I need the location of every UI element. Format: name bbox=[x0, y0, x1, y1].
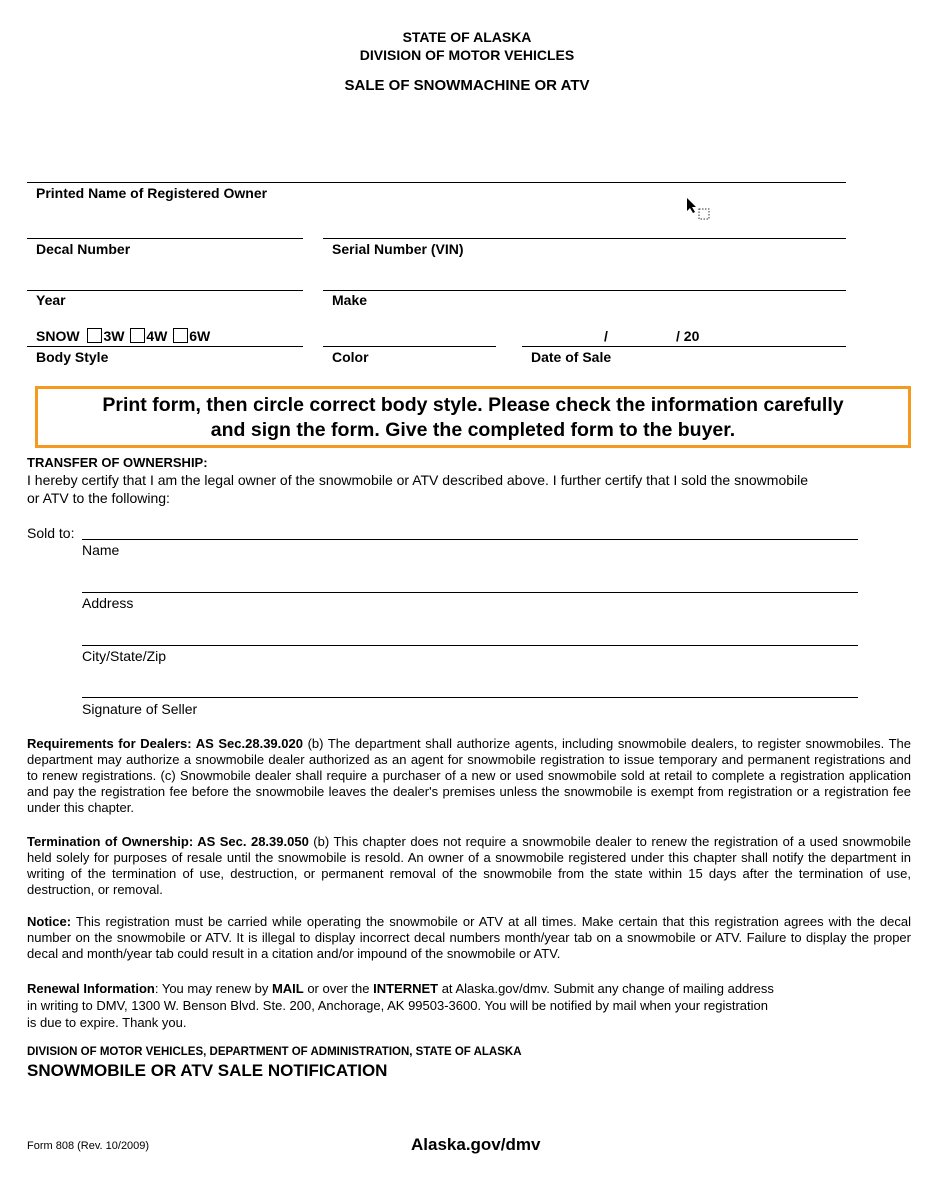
address-line[interactable] bbox=[82, 592, 858, 593]
termination-text: (b) This chapter does not require a snowmobile dealer to renew the registration of a used snowmobile held solely for purposes of resale until the snowmobile is resold. An owner of a snowmobile registered under this chapter shall notify the department in writing of the termination of use, destruction, or permanent removal of the snowmobile from the state within 15 days after the termination of use, destruction, or removal. bbox=[27, 834, 911, 897]
form-title: SALE OF SNOWMACHINE OR ATV bbox=[344, 77, 590, 94]
option-3w: 3W bbox=[103, 328, 125, 344]
year-top-line bbox=[27, 290, 303, 291]
owner-top-line bbox=[27, 182, 846, 183]
renewal-line-3: is due to expire. Thank you. bbox=[27, 1015, 187, 1030]
body-style-options bbox=[36, 328, 210, 344]
seller-signature-label: Signature of Seller bbox=[82, 701, 198, 717]
make-top-line bbox=[323, 290, 846, 291]
year-label: Year bbox=[36, 292, 66, 308]
city-line[interactable] bbox=[82, 645, 858, 646]
renewal-text-1: : You may renew by bbox=[154, 981, 272, 996]
snow-label: SNOW bbox=[36, 328, 80, 344]
buyer-city-label: City/State/Zip bbox=[82, 648, 167, 664]
notice-text: This registration must be carried while operating the snowmobile or ATV at all times. Make certain that this registration agrees with the decal number on the snowmobile or ATV. It is illegal to display incorrect decal numbers month/year tab on a snowmobile or ATV. Failure to display the proper decal and month/year tab could result in a citation and/or impound of the snowmobile or ATV. bbox=[27, 914, 911, 961]
termination-label: Termination of Ownership: AS Sec. 28.39.050 bbox=[27, 834, 309, 849]
option-4w: 4W bbox=[146, 328, 168, 344]
checkbox-3w[interactable] bbox=[87, 328, 102, 343]
mouse-pointer-icon bbox=[686, 197, 712, 223]
name-line[interactable] bbox=[82, 539, 858, 540]
renewal-text-3: at Alaska.gov/dmv. Submit any change of mailing address bbox=[438, 981, 774, 996]
notice-line-1: Print form, then circle correct body style. Please check the information carefully bbox=[102, 394, 844, 416]
notice-paragraph bbox=[27, 914, 911, 962]
decal-number-label: Decal Number bbox=[36, 241, 131, 257]
form-number: Form 808 (Rev. 10/2009) bbox=[27, 1140, 150, 1152]
date-year-prefix: / 20 bbox=[676, 328, 700, 344]
renewal-line-2: in writing to DMV, 1300 W. Benson Blvd. Ste. 200, Anchorage, AK 99503-3600. You will be notified by mail when your registration bbox=[27, 998, 768, 1013]
signature-line[interactable] bbox=[82, 697, 858, 698]
body-style-label: Body Style bbox=[36, 349, 109, 365]
body-style-line bbox=[27, 346, 303, 347]
division-title: DIVISION OF MOTOR VEHICLES bbox=[359, 47, 575, 63]
instruction-notice bbox=[35, 386, 911, 448]
sale-notification-title: SNOWMOBILE OR ATV SALE NOTIFICATION bbox=[27, 1061, 388, 1080]
date-slash: / bbox=[604, 328, 608, 344]
option-6w: 6W bbox=[189, 328, 211, 344]
renewal-mail: MAIL bbox=[271, 981, 304, 996]
dealers-label: Requirements for Dealers: AS Sec.28.39.020 bbox=[27, 736, 303, 751]
transfer-heading: TRANSFER OF OWNERSHIP: bbox=[27, 455, 208, 470]
dealers-paragraph bbox=[27, 736, 911, 816]
color-line bbox=[323, 346, 496, 347]
renewal-paragraph bbox=[27, 980, 774, 1031]
notice-label: Notice: bbox=[27, 914, 72, 929]
color-label: Color bbox=[332, 349, 369, 365]
buyer-address-label: Address bbox=[82, 595, 134, 611]
state-title: STATE OF ALASKA bbox=[402, 29, 532, 45]
date-of-sale-label: Date of Sale bbox=[531, 349, 612, 365]
date-line bbox=[522, 346, 846, 347]
buyer-name-label: Name bbox=[82, 542, 120, 558]
dmv-url: Alaska.gov/dmv bbox=[411, 1135, 541, 1154]
renewal-internet: INTERNET bbox=[373, 981, 439, 996]
renewal-text-2: or over the bbox=[303, 981, 374, 996]
checkbox-6w[interactable] bbox=[173, 328, 188, 343]
vin-top-line bbox=[323, 238, 846, 239]
transfer-text-2: or ATV to the following: bbox=[27, 490, 170, 506]
dept-footer: DIVISION OF MOTOR VEHICLES, DEPARTMENT OF ADMINISTRATION, STATE OF ALASKA bbox=[27, 1046, 522, 1058]
sold-to-label: Sold to: bbox=[27, 525, 75, 541]
make-label: Make bbox=[332, 292, 368, 308]
owner-name-label: Printed Name of Registered Owner bbox=[36, 185, 268, 201]
notice-line-2: and sign the form. Give the completed form to the buyer. bbox=[210, 419, 736, 441]
serial-number-label: Serial Number (VIN) bbox=[332, 241, 464, 257]
checkbox-4w[interactable] bbox=[130, 328, 145, 343]
decal-top-line bbox=[27, 238, 303, 239]
transfer-text-1: I hereby certify that I am the legal owner of the snowmobile or ATV described above. I further certify that I sold the snowmobile bbox=[27, 472, 809, 488]
termination-paragraph bbox=[27, 834, 911, 898]
renewal-label: Renewal Information bbox=[27, 981, 155, 996]
dealers-text: (b) The department shall authorize agents, including snowmobile dealers, to register snowmobiles. The department may authorize a snowmobile dealer authorized as an agent for snowmobile registration to issue temporary and permanent registrations and to renew registrations. (c) Snowmobile dealer shall require a purchaser of a new or used snowmobile sold at retail to complete a registration application and pay the registration fee before the snowmobile leaves the dealer's premises unless the snowmobile is exempt from registration or a registration fee under this chapter. bbox=[27, 736, 911, 815]
